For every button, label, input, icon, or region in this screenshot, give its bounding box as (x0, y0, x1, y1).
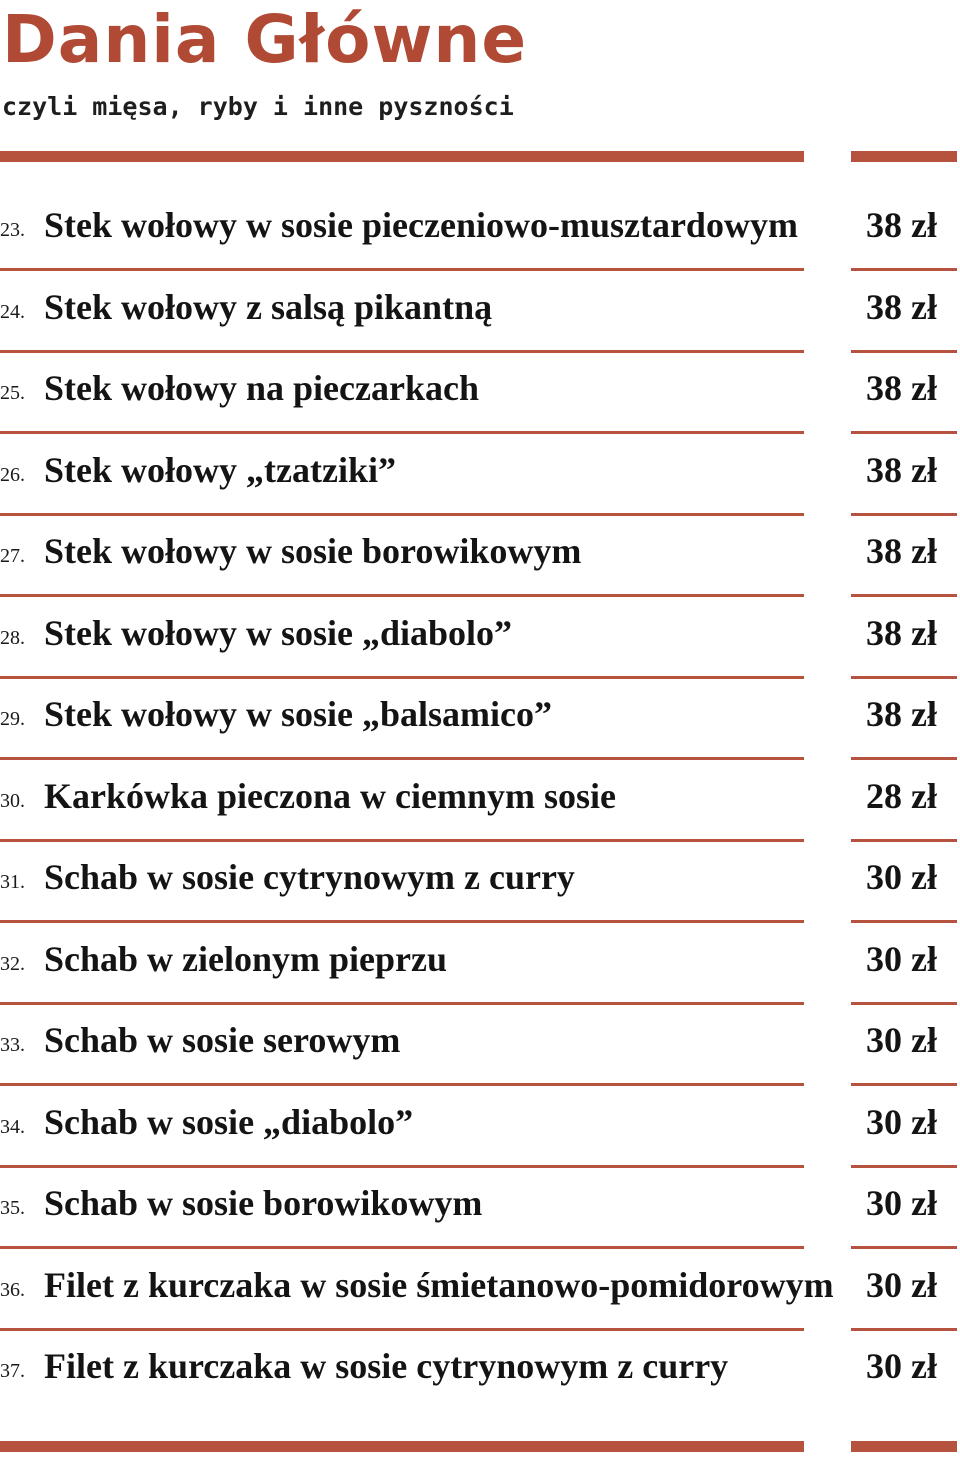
item-number: 35. (0, 1197, 25, 1219)
page-subtitle: czyli mięsa, ryby i inne pyszności (2, 92, 514, 121)
menu-item (0, 1329, 960, 1411)
item-price: 38 zł (866, 368, 937, 408)
menu-list (0, 188, 960, 1411)
menu-item (0, 1166, 960, 1248)
menu-item (0, 677, 960, 759)
item-name: Schab w sosie cytrynowym z curry (44, 857, 575, 897)
bottom-divider-left (0, 1441, 804, 1452)
top-divider-left (0, 151, 804, 162)
item-name: Stek wołowy na pieczarkach (44, 368, 479, 408)
item-number: 25. (0, 382, 25, 404)
item-name: Schab w sosie serowym (44, 1020, 401, 1060)
menu-item (0, 1085, 960, 1167)
item-number: 27. (0, 545, 25, 567)
item-name: Karkówka pieczona w ciemnym sosie (44, 775, 616, 816)
item-price: 30 zł (866, 938, 937, 979)
item-number: 26. (0, 463, 25, 486)
item-number: 33. (0, 1034, 25, 1056)
item-name: Stek wołowy w sosie „diabolo” (44, 612, 513, 653)
item-number: 34. (0, 1115, 25, 1138)
menu-item (0, 1248, 960, 1330)
item-number: 24. (0, 300, 25, 323)
item-name: Filet z kurczaka w sosie cytrynowym z curry (44, 1346, 729, 1386)
item-number: 23. (0, 219, 25, 241)
item-price: 38 zł (866, 531, 937, 571)
item-price: 30 zł (866, 1346, 937, 1386)
item-price: 30 zł (866, 1020, 937, 1060)
menu-item (0, 596, 960, 678)
item-name: Schab w zielonym pieprzu (44, 938, 448, 979)
item-price: 30 zł (866, 1264, 937, 1305)
menu-item (0, 351, 960, 433)
item-name: Stek wołowy w sosie borowikowym (44, 531, 582, 571)
item-price: 30 zł (866, 857, 937, 897)
menu-item (0, 188, 960, 270)
item-price: 30 zł (866, 1183, 937, 1223)
menu-item (0, 759, 960, 841)
item-price: 38 zł (866, 612, 937, 653)
item-number: 37. (0, 1360, 25, 1382)
item-number: 29. (0, 708, 25, 730)
item-price: 38 zł (866, 205, 937, 245)
menu-item (0, 514, 960, 596)
item-name: Stek wołowy w sosie „balsamico” (44, 694, 553, 734)
item-number: 30. (0, 789, 25, 812)
item-number: 31. (0, 871, 25, 893)
item-price: 38 zł (866, 694, 937, 734)
item-price: 38 zł (866, 449, 937, 490)
item-price: 28 zł (866, 775, 937, 816)
item-name: Stek wołowy z salsą pikantną (44, 286, 493, 327)
item-price: 38 zł (866, 286, 937, 327)
menu-item (0, 433, 960, 515)
page-title: Dania Główne (2, 1, 528, 78)
menu-item (0, 922, 960, 1004)
item-name: Filet z kurczaka w sosie śmietanowo-pomidorowym (44, 1264, 834, 1305)
top-divider-right (851, 151, 957, 162)
item-number: 32. (0, 952, 25, 975)
item-name: Stek wołowy „tzatziki” (44, 449, 396, 490)
item-name: Stek wołowy w sosie pieczeniowo-musztardowym (44, 205, 798, 245)
item-name: Schab w sosie „diabolo” (44, 1101, 414, 1142)
item-name: Schab w sosie borowikowym (44, 1183, 483, 1223)
item-number: 36. (0, 1278, 25, 1301)
menu-item (0, 840, 960, 922)
menu-item (0, 270, 960, 352)
item-number: 28. (0, 626, 25, 649)
menu-item (0, 1003, 960, 1085)
item-price: 30 zł (866, 1101, 937, 1142)
bottom-divider-right (851, 1441, 957, 1452)
